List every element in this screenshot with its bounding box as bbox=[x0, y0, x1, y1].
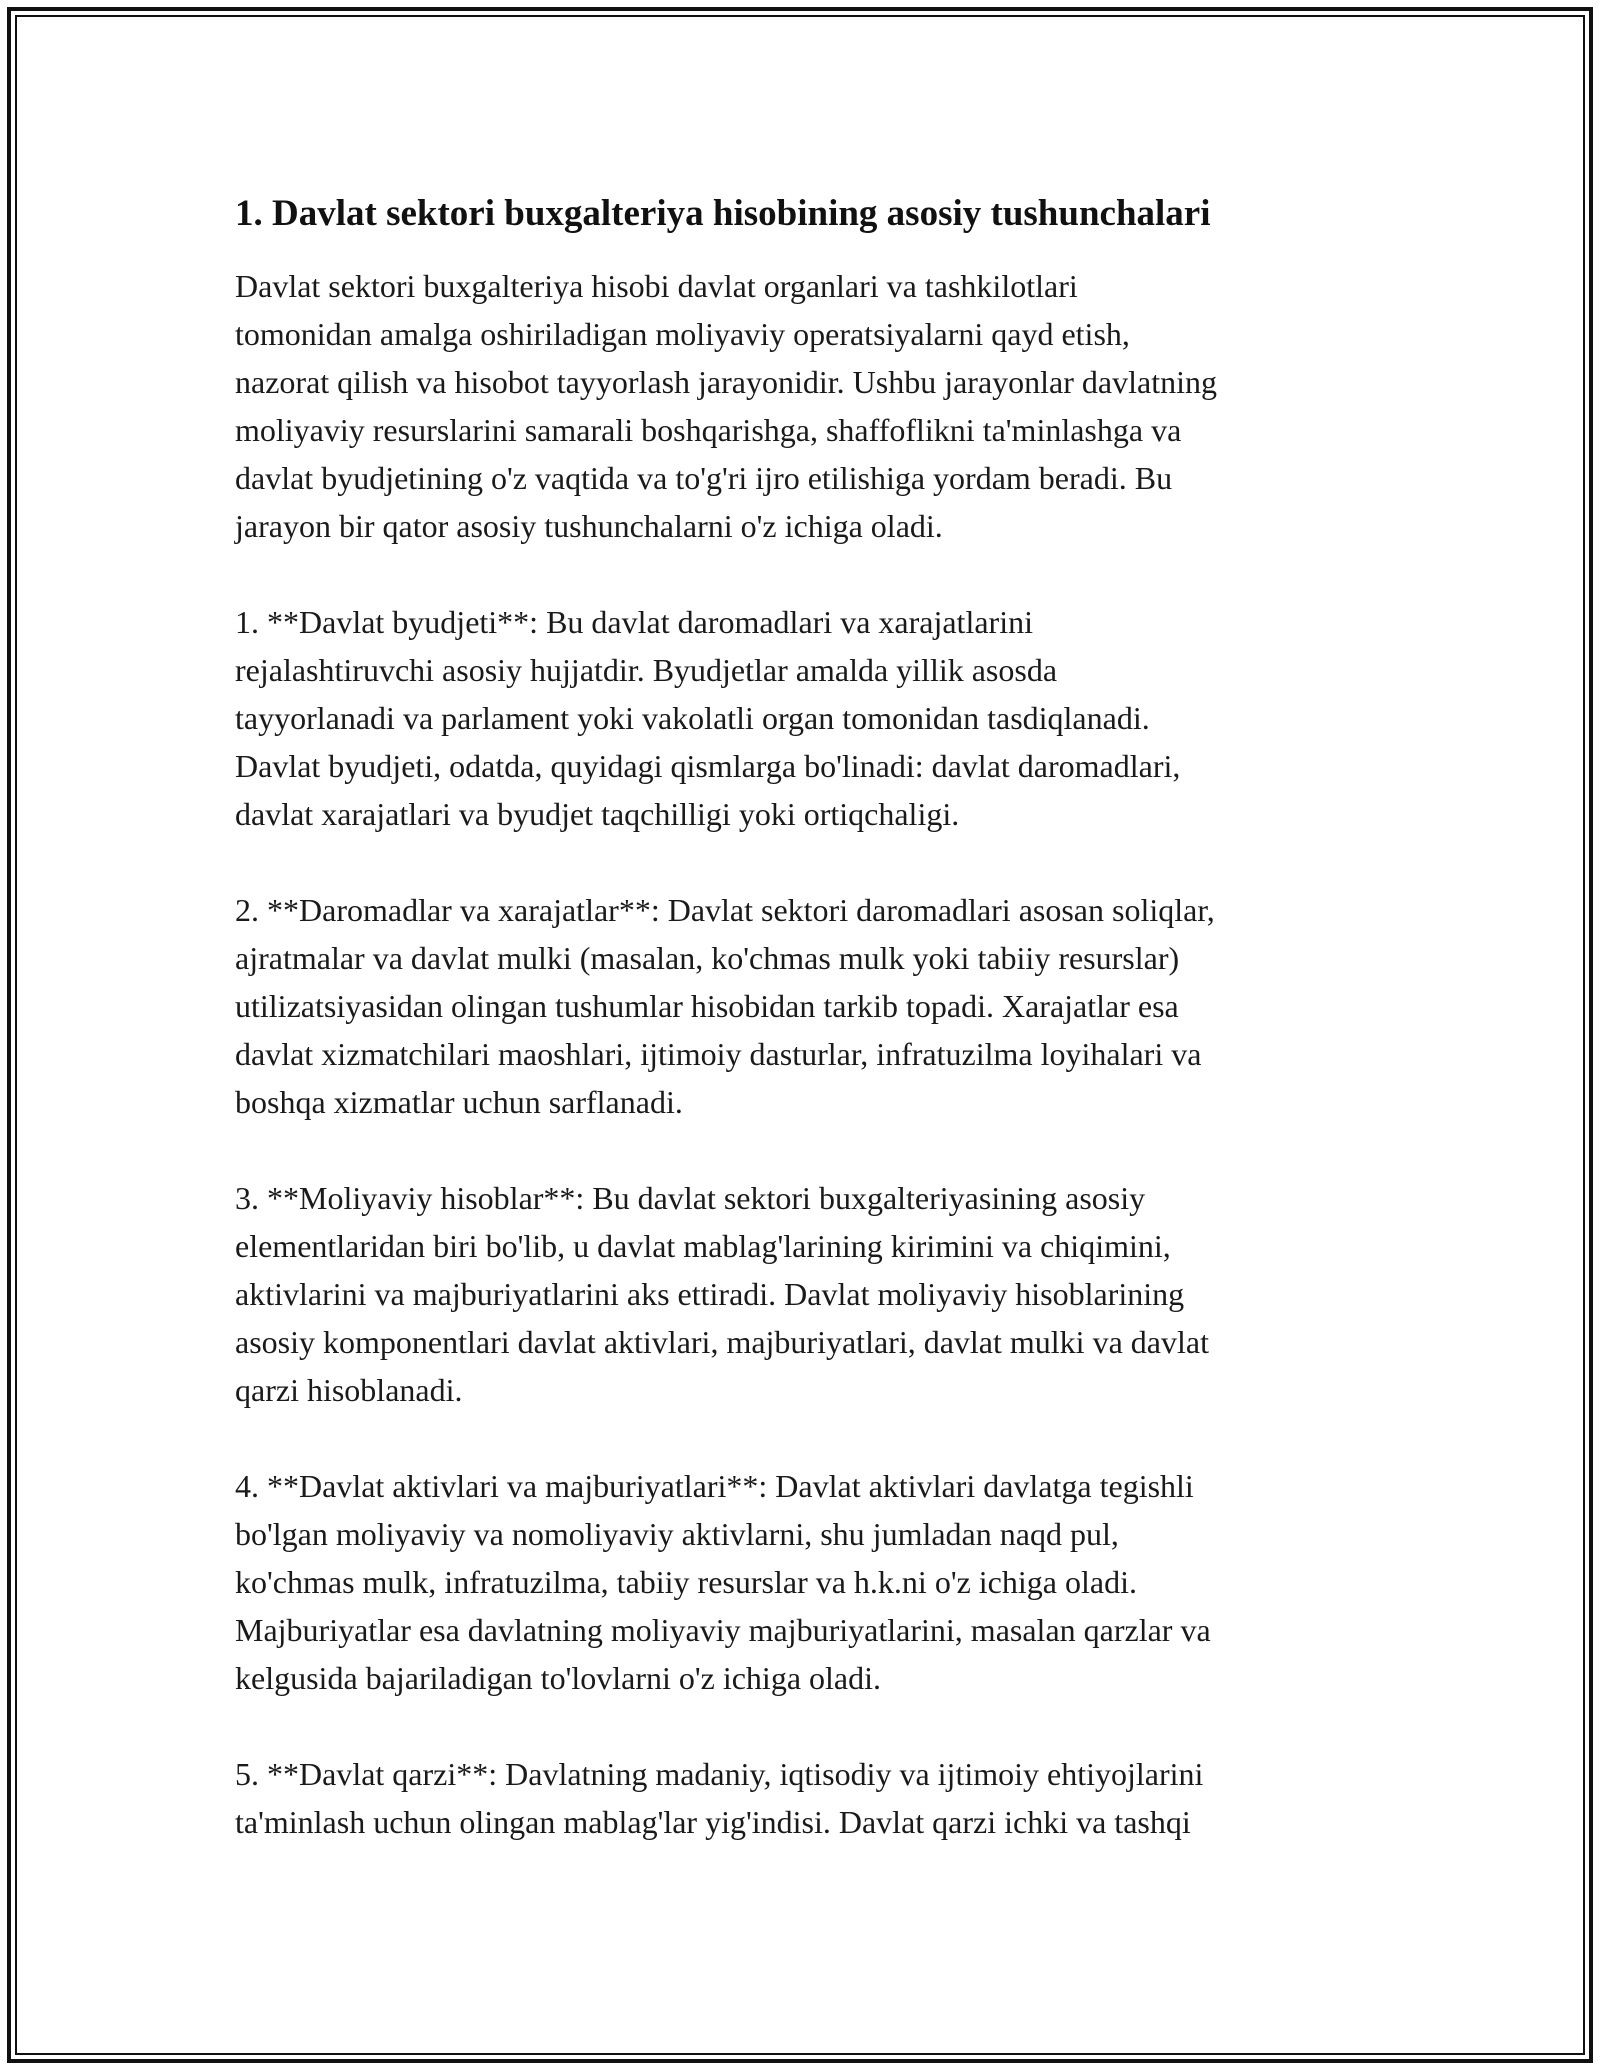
item-davlat-qarzi: 5. **Davlat qarzi**: Davlatning madaniy, iqtisodiy va ijtimoiy ehtiyojlarini ta'minlash uchun olingan mablag'lar yig'indisi. Davlat qarzi ichki va tashqi bbox=[235, 1756, 1204, 1840]
document-body bbox=[235, 185, 1375, 1894]
item-davlat-byudjeti: 1. **Davlat byudjeti**: Bu davlat daromadlari va xarajatlarini rejalashtiruvchi asosiy hujjatdir. Byudjetlar amalda yillik asosda tayyorlanadi va parlament yoki vakolatli organ tomonidan tasdiqlanadi. Davlat byudjeti, odatda, quyidagi qismlarga bo'linadi: davlat daromadlari, davlat xarajatlari va byudjet taqchilligi yoki ortiqchaligi. bbox=[235, 604, 1181, 832]
section-heading: 1. Davlat sektori buxgalteriya hisobining asosiy tushunchalari bbox=[235, 193, 1211, 234]
intro-paragraph: Davlat sektori buxgalteriya hisobi davlat organlari va tashkilotlari tomonidan amalga oshiriladigan moliyaviy operatsiyalarni qayd etish, nazorat qilish va hisobot tayyorlash jarayonidir. Ushbu jarayonlar davlatning moliyaviy resurslarini samarali boshqarishga, shaffoflikni ta'minlashga va davlat byudjetining o'z vaqtida va to'g'ri ijro etilishiga yordam beradi. Bu jarayon bir qator asosiy tushunchalarni o'z ichiga oladi. bbox=[235, 268, 1217, 544]
item-moliyaviy-hisoblar: 3. **Moliyaviy hisoblar**: Bu davlat sektori buxgalteriyasining asosiy elementlaridan biri bo'lib, u davlat mablag'larining kirimini va chiqimini, aktivlarini va majburiyatlarini aks ettiradi. Davlat moliyaviy hisoblarining asosiy komponentlari davlat aktivlari, majburiyatlari, davlat mulki va davlat qarzi hisoblanadi. bbox=[235, 1180, 1209, 1408]
item-aktivlar-majburiyatlar: 4. **Davlat aktivlari va majburiyatlari**: Davlat aktivlari davlatga tegishli bo'lgan moliyaviy va nomoliyaviy aktivlarni, shu jumladan naqd pul, ko'chmas mulk, infratuzilma, tabiiy resurslar va h.k.ni o'z ichiga oladi. Majburiyatlar esa davlatning moliyaviy majburiyatlarini, masalan qarzlar va kelgusida bajariladigan to'lovlarni o'z ichiga oladi. bbox=[235, 1468, 1211, 1696]
item-daromadlar-xarajatlar: 2. **Daromadlar va xarajatlar**: Davlat sektori daromadlari asosan soliqlar, ajratmalar va davlat mulki (masalan, ko'chmas mulk yoki tabiiy resurslar) utilizatsiyasidan olingan tushumlar hisobidan tarkib topadi. Xarajatlar esa davlat xizmatchilari maoshlari, ijtimoiy dasturlar, infratuzilma loyihalari va boshqa xizmatlar uchun sarflanadi. bbox=[235, 892, 1215, 1120]
